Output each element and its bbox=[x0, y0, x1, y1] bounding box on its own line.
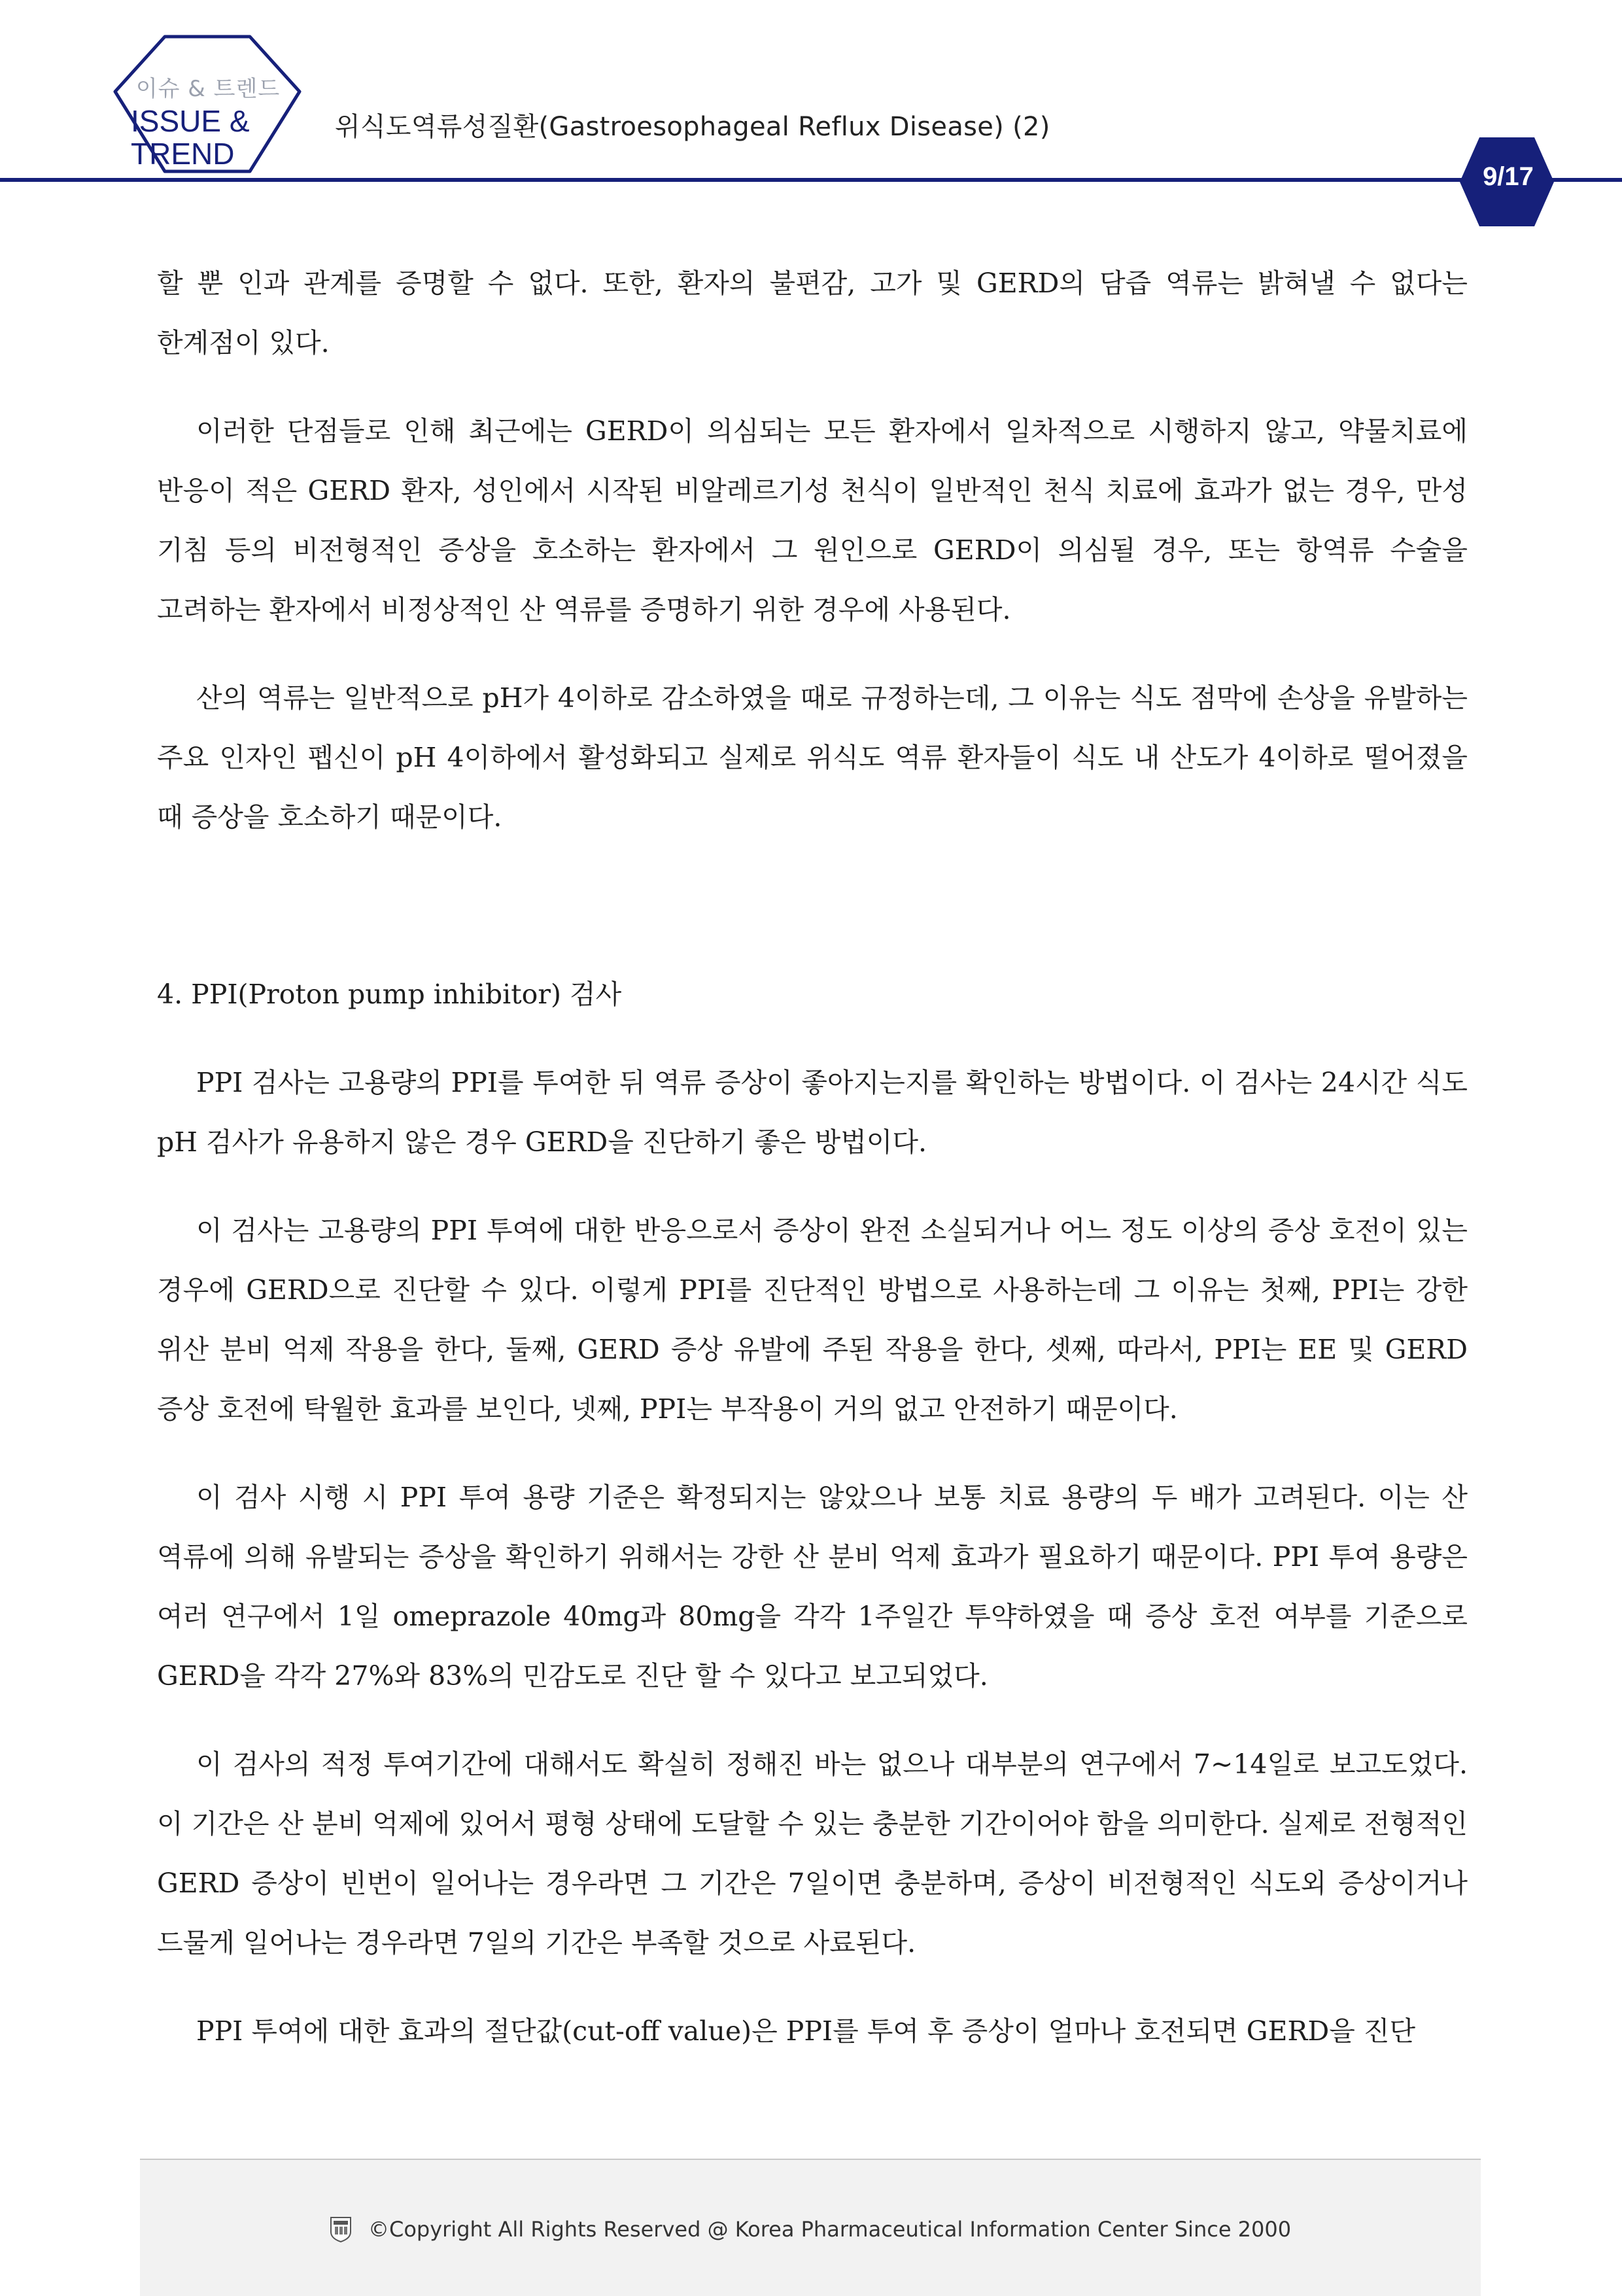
paragraph-1: 할 뿐 인과 관계를 증명할 수 없다. 또한, 환자의 불편감, 고가 및 GERD의 담즙 역류는 밝혀낼 수 없다는 한계점이 있다. bbox=[157, 268, 1468, 358]
paragraph-4: PPI 검사는 고용량의 PPI를 투여한 뒤 역류 증상이 좋아지는지를 확인하는 방법이다. 이 검사는 24시간 식도 pH 검사가 유용하지 않은 경우 GERD을 진단하기 좋은 방법이다. bbox=[157, 1067, 1468, 1158]
badge-english-label bbox=[128, 105, 290, 170]
document-title: 위식도역류성질환(Gastroesophageal Reflux Disease) (2) bbox=[335, 112, 1050, 142]
header-rule bbox=[0, 178, 1622, 182]
paragraph-2: 이러한 단점들로 인해 최근에는 GERD이 의심되는 모든 환자에서 일차적으로 시행하지 않고, 약물치료에 반응이 적은 GERD 환자, 성인에서 시작된 비알레르기성 천식이 일반적인 천식 치료에 효과가 없는 경우, 만성 기침 등의 비전형적인 증상을 호소하는 환자에서 그 원인으로 GERD이 의심될 경우, 또는 항역류 수술을 고려하는 환자에서 비정상적인 산 역류를 증명하기 위한 경우에 사용된다. bbox=[157, 415, 1468, 625]
document-body bbox=[157, 254, 1468, 2090]
page-header bbox=[0, 0, 1622, 196]
copyright-text: ©Copyright All Rights Reserved @ Korea Pharmaceutical Information Center Since 2000 bbox=[368, 2217, 1292, 2242]
paragraph-7: 이 검사의 적정 투여기간에 대해서도 확실히 정해진 바는 없으나 대부분의 연구에서 7~14일로 보고도었다. 이 기간은 산 분비 억제에 있어서 평형 상태에 도달할 수 있는 충분한 기간이어야 함을 의미한다. 실제로 전형적인 GERD 증상이 빈번이 일어나는 경우라면 그 기간은 7일이면 충분하며, 증상이 비전형적인 식도외 증상이거나 드물게 일어나는 경우라면 7일의 기간은 부족할 것으로 사료된다. bbox=[157, 1748, 1468, 1958]
badge-korean-label: 이슈 & 트렌드 bbox=[135, 76, 281, 102]
page-footer bbox=[140, 2159, 1481, 2296]
paragraph-6: 이 검사 시행 시 PPI 투여 용량 기준은 확정되지는 않았으나 보통 치료 용량의 두 배가 고려된다. 이는 산 역류에 의해 유발되는 증상을 확인하기 위해서는 강한 산 분비 억제 효과가 필요하기 때문이다. PPI 투여 용량은 여러 연구에서 1일 omeprazole 40mg과 80mg을 각각 1주일간 투약하였을 때 증상 호전 여부를 기준으로 GERD을 각각 27%와 83%의 민감도로 진단 할 수 있다고 보고되었다. bbox=[157, 1482, 1468, 1692]
badge-english-line1: ISSUE & bbox=[131, 104, 250, 138]
paragraph-3: 산의 역류는 일반적으로 pH가 4이하로 감소하였을 때로 규정하는데, 그 이유는 식도 점막에 손상을 유발하는 주요 인자인 펩신이 pH 4이하에서 활성화되고 실제로 위식도 역류 환자들이 식도 내 산도가 4이하로 떨어졌을 때 증상을 호소하기 때문이다. bbox=[157, 682, 1468, 833]
page-number: 9/17 bbox=[1483, 162, 1534, 191]
paragraph-5: 이 검사는 고용량의 PPI 투여에 대한 반응으로서 증상이 완전 소실되거나 어느 정도 이상의 증상 호전이 있는 경우에 GERD으로 진단할 수 있다. 이렇게 PPI를 진단적인 방법으로 사용하는데 그 이유는 첫째, PPI는 강한 위산 분비 억제 작용을 한다, 둘째, GERD 증상 유발에 주된 작용을 한다, 셋째, 따라서, PPI는 EE 및 GERD 증상 호전에 탁월한 효과를 보인다, 넷째, PPI는 부작용이 거의 없고 안전하기 때문이다. bbox=[157, 1215, 1468, 1425]
badge-english-line2: TREND bbox=[131, 137, 235, 171]
kpic-shield-icon bbox=[330, 2216, 352, 2242]
section-heading-ppi-test: 4. PPI(Proton pump inhibitor) 검사 bbox=[157, 979, 622, 1010]
paragraph-8: PPI 투여에 대한 효과의 절단값(cut-off value)은 PPI를 투여 후 증상이 얼마나 호전되면 GERD을 진단 bbox=[196, 2015, 1416, 2047]
footer-content bbox=[140, 2216, 1481, 2242]
